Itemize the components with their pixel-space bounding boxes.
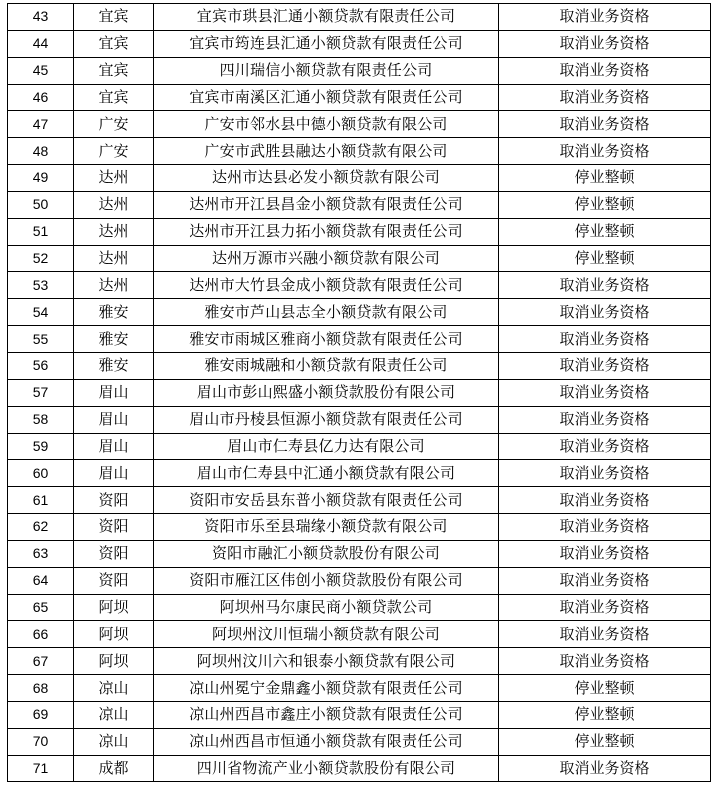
table-row: [8, 755, 711, 782]
table-row: [8, 594, 711, 621]
company-name-cell: 广安市武胜县融达小额贷款有限公司: [154, 138, 499, 165]
row-number-cell: 45: [8, 57, 74, 84]
status-cell: 停业整顿: [499, 701, 711, 728]
row-number-cell: 67: [8, 648, 74, 675]
row-number-cell: 69: [8, 701, 74, 728]
company-name-cell: 达州市开江县力拓小额贷款有限责任公司: [154, 218, 499, 245]
table-row: [8, 138, 711, 165]
row-number-cell: 47: [8, 111, 74, 138]
company-name-cell: 凉山州冕宁金鼎鑫小额贷款有限责任公司: [154, 675, 499, 702]
table-row: [8, 272, 711, 299]
company-name-cell: 四川瑞信小额贷款有限责任公司: [154, 57, 499, 84]
company-name-cell: 四川省物流产业小额贷款股份有限公司: [154, 755, 499, 782]
company-name-cell: 达州万源市兴融小额贷款有限公司: [154, 245, 499, 272]
status-cell: 停业整顿: [499, 218, 711, 245]
company-name-cell: 达州市大竹县金成小额贷款有限责任公司: [154, 272, 499, 299]
company-name-cell: 眉山市仁寿县亿力达有限公司: [154, 433, 499, 460]
status-cell: 取消业务资格: [499, 111, 711, 138]
status-cell: 停业整顿: [499, 245, 711, 272]
status-cell: 取消业务资格: [499, 648, 711, 675]
table-row: [8, 487, 711, 514]
company-name-cell: 眉山市彭山熙盛小额贷款股份有限公司: [154, 379, 499, 406]
row-number-cell: 46: [8, 84, 74, 111]
city-cell: 阿坝: [74, 594, 154, 621]
table-row: [8, 567, 711, 594]
company-name-cell: 阿坝州汶川恒瑞小额贷款有限公司: [154, 621, 499, 648]
row-number-cell: 55: [8, 326, 74, 353]
table-row: [8, 111, 711, 138]
company-name-cell: 宜宾市筠连县汇通小额贷款有限责任公司: [154, 30, 499, 57]
table-row: [8, 460, 711, 487]
company-name-cell: 雅安市芦山县志全小额贷款有限公司: [154, 299, 499, 326]
company-name-cell: 眉山市丹棱县恒源小额贷款有限责任公司: [154, 406, 499, 433]
city-cell: 宜宾: [74, 84, 154, 111]
city-cell: 宜宾: [74, 57, 154, 84]
row-number-cell: 50: [8, 191, 74, 218]
city-cell: 成都: [74, 755, 154, 782]
company-name-cell: 雅安市雨城区雅商小额贷款有限责任公司: [154, 326, 499, 353]
row-number-cell: 66: [8, 621, 74, 648]
table-row: [8, 728, 711, 755]
company-name-cell: 眉山市仁寿县中汇通小额贷款有限公司: [154, 460, 499, 487]
status-cell: 停业整顿: [499, 728, 711, 755]
city-cell: 凉山: [74, 728, 154, 755]
row-number-cell: 43: [8, 4, 74, 31]
city-cell: 雅安: [74, 352, 154, 379]
city-cell: 眉山: [74, 406, 154, 433]
company-name-cell: 达州市达县必发小额贷款有限公司: [154, 165, 499, 192]
table-row: [8, 245, 711, 272]
status-cell: 取消业务资格: [499, 406, 711, 433]
city-cell: 资阳: [74, 567, 154, 594]
status-cell: 取消业务资格: [499, 272, 711, 299]
table-row: [8, 621, 711, 648]
city-cell: 眉山: [74, 379, 154, 406]
row-number-cell: 57: [8, 379, 74, 406]
status-cell: 取消业务资格: [499, 433, 711, 460]
status-cell: 停业整顿: [499, 191, 711, 218]
status-cell: 取消业务资格: [499, 299, 711, 326]
company-name-cell: 资阳市乐至县瑞缘小额贷款有限公司: [154, 514, 499, 541]
company-status-table: [7, 3, 711, 782]
row-number-cell: 49: [8, 165, 74, 192]
city-cell: 广安: [74, 111, 154, 138]
status-cell: 取消业务资格: [499, 138, 711, 165]
city-cell: 资阳: [74, 540, 154, 567]
company-name-cell: 资阳市雁江区伟创小额贷款股份有限公司: [154, 567, 499, 594]
table-row: [8, 675, 711, 702]
city-cell: 资阳: [74, 487, 154, 514]
status-cell: 取消业务资格: [499, 352, 711, 379]
company-name-cell: 阿坝州马尔康民商小额贷款公司: [154, 594, 499, 621]
table-row: [8, 299, 711, 326]
status-cell: 取消业务资格: [499, 379, 711, 406]
company-name-cell: 凉山州西昌市鑫庄小额贷款有限责任公司: [154, 701, 499, 728]
row-number-cell: 53: [8, 272, 74, 299]
company-name-cell: 达州市开江县昌金小额贷款有限责任公司: [154, 191, 499, 218]
row-number-cell: 58: [8, 406, 74, 433]
status-cell: 取消业务资格: [499, 594, 711, 621]
table-row: [8, 30, 711, 57]
table-row: [8, 379, 711, 406]
table-row: [8, 165, 711, 192]
city-cell: 宜宾: [74, 30, 154, 57]
row-number-cell: 70: [8, 728, 74, 755]
city-cell: 凉山: [74, 675, 154, 702]
document-sheet: [7, 3, 711, 782]
status-cell: 取消业务资格: [499, 567, 711, 594]
city-cell: 资阳: [74, 514, 154, 541]
table-row: [8, 433, 711, 460]
row-number-cell: 54: [8, 299, 74, 326]
status-cell: 取消业务资格: [499, 57, 711, 84]
status-cell: 取消业务资格: [499, 755, 711, 782]
table-row: [8, 352, 711, 379]
status-cell: 停业整顿: [499, 165, 711, 192]
city-cell: 达州: [74, 165, 154, 192]
city-cell: 阿坝: [74, 648, 154, 675]
row-number-cell: 64: [8, 567, 74, 594]
row-number-cell: 44: [8, 30, 74, 57]
status-cell: 取消业务资格: [499, 326, 711, 353]
city-cell: 达州: [74, 218, 154, 245]
table-row: [8, 326, 711, 353]
city-cell: 广安: [74, 138, 154, 165]
city-cell: 眉山: [74, 433, 154, 460]
status-cell: 取消业务资格: [499, 487, 711, 514]
status-cell: 取消业务资格: [499, 84, 711, 111]
row-number-cell: 61: [8, 487, 74, 514]
table-row: [8, 406, 711, 433]
status-cell: 取消业务资格: [499, 30, 711, 57]
company-name-cell: 宜宾市珙县汇通小额贷款有限责任公司: [154, 4, 499, 31]
city-cell: 达州: [74, 272, 154, 299]
table-row: [8, 648, 711, 675]
row-number-cell: 52: [8, 245, 74, 272]
company-name-cell: 阿坝州汶川六和银泰小额贷款有限公司: [154, 648, 499, 675]
status-cell: 取消业务资格: [499, 460, 711, 487]
row-number-cell: 71: [8, 755, 74, 782]
status-cell: 取消业务资格: [499, 621, 711, 648]
company-name-cell: 广安市邻水县中德小额贷款有限公司: [154, 111, 499, 138]
table-row: [8, 218, 711, 245]
city-cell: 阿坝: [74, 621, 154, 648]
table-row: [8, 540, 711, 567]
table-row: [8, 191, 711, 218]
row-number-cell: 68: [8, 675, 74, 702]
status-cell: 取消业务资格: [499, 4, 711, 31]
table-row: [8, 4, 711, 31]
table-body: [8, 4, 711, 782]
row-number-cell: 59: [8, 433, 74, 460]
company-name-cell: 资阳市融汇小额贷款股份有限公司: [154, 540, 499, 567]
status-cell: 停业整顿: [499, 675, 711, 702]
table-row: [8, 514, 711, 541]
city-cell: 达州: [74, 191, 154, 218]
row-number-cell: 63: [8, 540, 74, 567]
row-number-cell: 62: [8, 514, 74, 541]
city-cell: 宜宾: [74, 4, 154, 31]
row-number-cell: 48: [8, 138, 74, 165]
company-name-cell: 凉山州西昌市恒通小额贷款有限责任公司: [154, 728, 499, 755]
row-number-cell: 51: [8, 218, 74, 245]
company-name-cell: 宜宾市南溪区汇通小额贷款有限责任公司: [154, 84, 499, 111]
row-number-cell: 65: [8, 594, 74, 621]
company-name-cell: 资阳市安岳县东普小额贷款有限责任公司: [154, 487, 499, 514]
city-cell: 眉山: [74, 460, 154, 487]
company-name-cell: 雅安雨城融和小额贷款有限责任公司: [154, 352, 499, 379]
city-cell: 雅安: [74, 326, 154, 353]
row-number-cell: 56: [8, 352, 74, 379]
status-cell: 取消业务资格: [499, 514, 711, 541]
table-row: [8, 701, 711, 728]
table-row: [8, 57, 711, 84]
city-cell: 凉山: [74, 701, 154, 728]
row-number-cell: 60: [8, 460, 74, 487]
city-cell: 雅安: [74, 299, 154, 326]
status-cell: 取消业务资格: [499, 540, 711, 567]
table-row: [8, 84, 711, 111]
city-cell: 达州: [74, 245, 154, 272]
